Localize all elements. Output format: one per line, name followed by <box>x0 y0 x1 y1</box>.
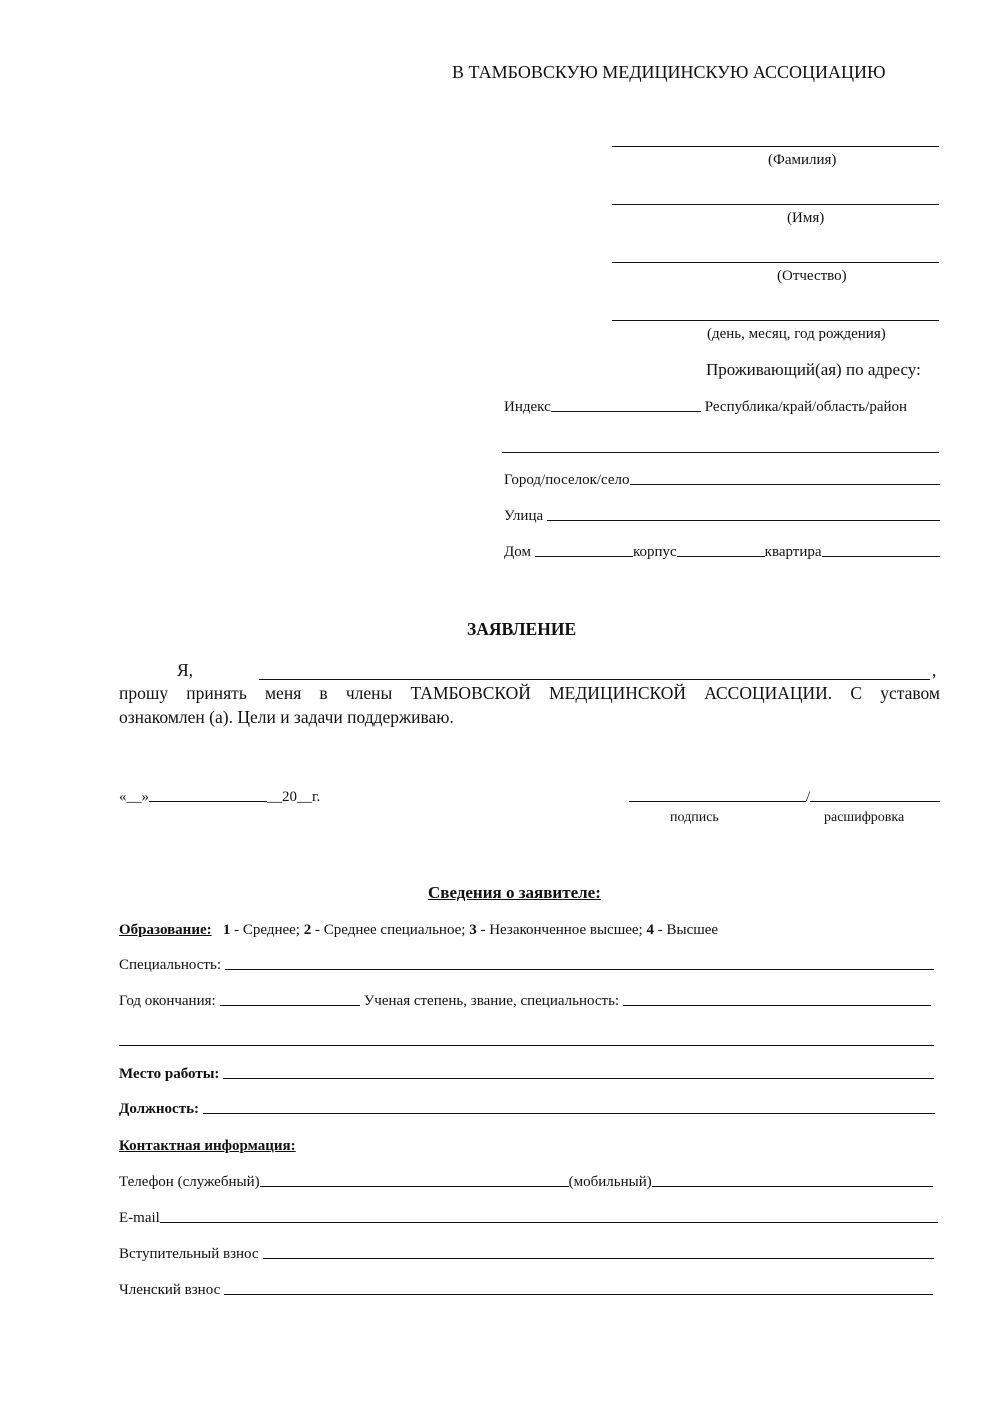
address-city-row <box>504 472 940 489</box>
city-label: Город/поселок/село <box>504 472 630 488</box>
education-option-1-text: - Среднее; <box>230 922 304 938</box>
apartment-field[interactable] <box>822 556 940 557</box>
date-month-field[interactable] <box>149 801 267 802</box>
street-field[interactable] <box>547 520 940 521</box>
education-label: Образование: <box>119 922 212 938</box>
house-field[interactable] <box>535 556 633 557</box>
statement-comma: , <box>932 660 937 680</box>
education-row <box>119 922 718 939</box>
workplace-field[interactable] <box>223 1078 934 1079</box>
workplace-label: Место работы: <box>119 1066 220 1082</box>
workplace-row <box>119 1066 934 1083</box>
applicant-fullname-field[interactable] <box>259 679 930 680</box>
statement-ya: Я, <box>177 660 194 680</box>
email-field[interactable] <box>160 1222 938 1223</box>
degree-label: Ученая степень, звание, специальность: <box>363 993 620 1009</box>
degree-field-continuation[interactable] <box>119 1045 934 1046</box>
signature-row <box>629 789 940 806</box>
address-street-row <box>504 508 940 525</box>
applicant-info-title: Сведения о заявителе: <box>428 883 601 902</box>
specialty-row <box>119 957 934 974</box>
phone-row <box>119 1174 933 1191</box>
signature-slash: / <box>806 789 811 805</box>
birthdate-caption: (день, месяц, год рождения) <box>707 326 886 342</box>
entrance-fee-label: Вступительный взнос <box>119 1246 259 1262</box>
patronymic-field[interactable] <box>612 262 939 263</box>
phone-work-label: Телефон (служебный) <box>119 1174 260 1190</box>
region-field[interactable] <box>502 452 939 453</box>
address-heading: Проживающий(ая) по адресу: <box>706 360 921 379</box>
degree-field[interactable] <box>623 1005 931 1006</box>
decode-caption: расшифровка <box>824 810 905 825</box>
education-option-2-num: 2 <box>303 922 312 938</box>
region-label: Республика/край/область/район <box>704 399 908 415</box>
building-field[interactable] <box>677 556 765 557</box>
signature-caption: подпись <box>670 810 719 825</box>
signature-decode-field[interactable] <box>810 801 940 802</box>
education-option-2-text: - Среднее специальное; <box>311 922 470 938</box>
graduation-year-field[interactable] <box>220 1005 360 1006</box>
apartment-label: квартира <box>764 544 822 560</box>
building-label: корпус <box>632 544 677 560</box>
name-caption: (Имя) <box>787 210 825 226</box>
phone-mobile-label: (мобильный) <box>568 1174 652 1190</box>
date-year: __20__г. <box>267 789 321 805</box>
name-field[interactable] <box>612 204 939 205</box>
date-row <box>119 789 320 806</box>
index-label: Индекс <box>504 399 551 415</box>
graduation-year-label: Год окончания: <box>119 993 216 1009</box>
position-row <box>119 1101 935 1118</box>
index-field[interactable] <box>551 411 701 412</box>
patronymic-caption: (Отчество) <box>777 268 847 284</box>
contact-info-title: Контактная информация: <box>119 1138 296 1154</box>
street-label: Улица <box>504 508 544 524</box>
education-option-1-num: 1 <box>222 922 231 938</box>
specialty-field[interactable] <box>225 969 934 970</box>
address-index-row <box>504 399 940 416</box>
membership-fee-label: Членский взнос <box>119 1282 221 1298</box>
birthdate-field[interactable] <box>612 320 939 321</box>
surname-caption: (Фамилия) <box>768 152 837 168</box>
phone-mobile-field[interactable] <box>652 1186 933 1187</box>
position-label: Должность: <box>119 1101 200 1117</box>
specialty-label: Специальность: <box>119 957 221 973</box>
date-day: «__» <box>119 789 149 805</box>
graduation-row <box>119 993 931 1010</box>
education-option-4-num: 4 <box>646 922 654 938</box>
entrance-fee-row <box>119 1246 934 1263</box>
phone-work-field[interactable] <box>260 1186 569 1187</box>
signature-field[interactable] <box>629 801 806 802</box>
position-field[interactable] <box>203 1113 935 1114</box>
address-house-row <box>504 544 940 561</box>
statement-text-line1: прошу принять меня в члены ТАМБОВСКОЙ МЕДИЦИНСКОЙ АССОЦИАЦИИ. С уставом <box>119 683 940 703</box>
statement-title: ЗАЯВЛЕНИЕ <box>467 619 577 639</box>
surname-field[interactable] <box>612 146 939 147</box>
membership-fee-field[interactable] <box>224 1294 933 1295</box>
statement-text-line2: ознакомлен (а). Цели и задачи поддерживаю. <box>119 707 454 727</box>
addressee-heading: В ТАМБОВСКУЮ МЕДИЦИНСКУЮ АССОЦИАЦИЮ <box>452 62 886 82</box>
entrance-fee-field[interactable] <box>263 1258 934 1259</box>
education-option-3-text: - Незаконченное высшее; <box>476 922 647 938</box>
education-option-4-text: - Высшее <box>653 922 719 938</box>
membership-fee-row <box>119 1282 933 1299</box>
house-label: Дом <box>504 544 531 560</box>
email-label: E-mail <box>119 1210 160 1226</box>
education-option-3-num: 3 <box>469 922 477 938</box>
email-row <box>119 1210 938 1227</box>
city-field[interactable] <box>630 484 940 485</box>
